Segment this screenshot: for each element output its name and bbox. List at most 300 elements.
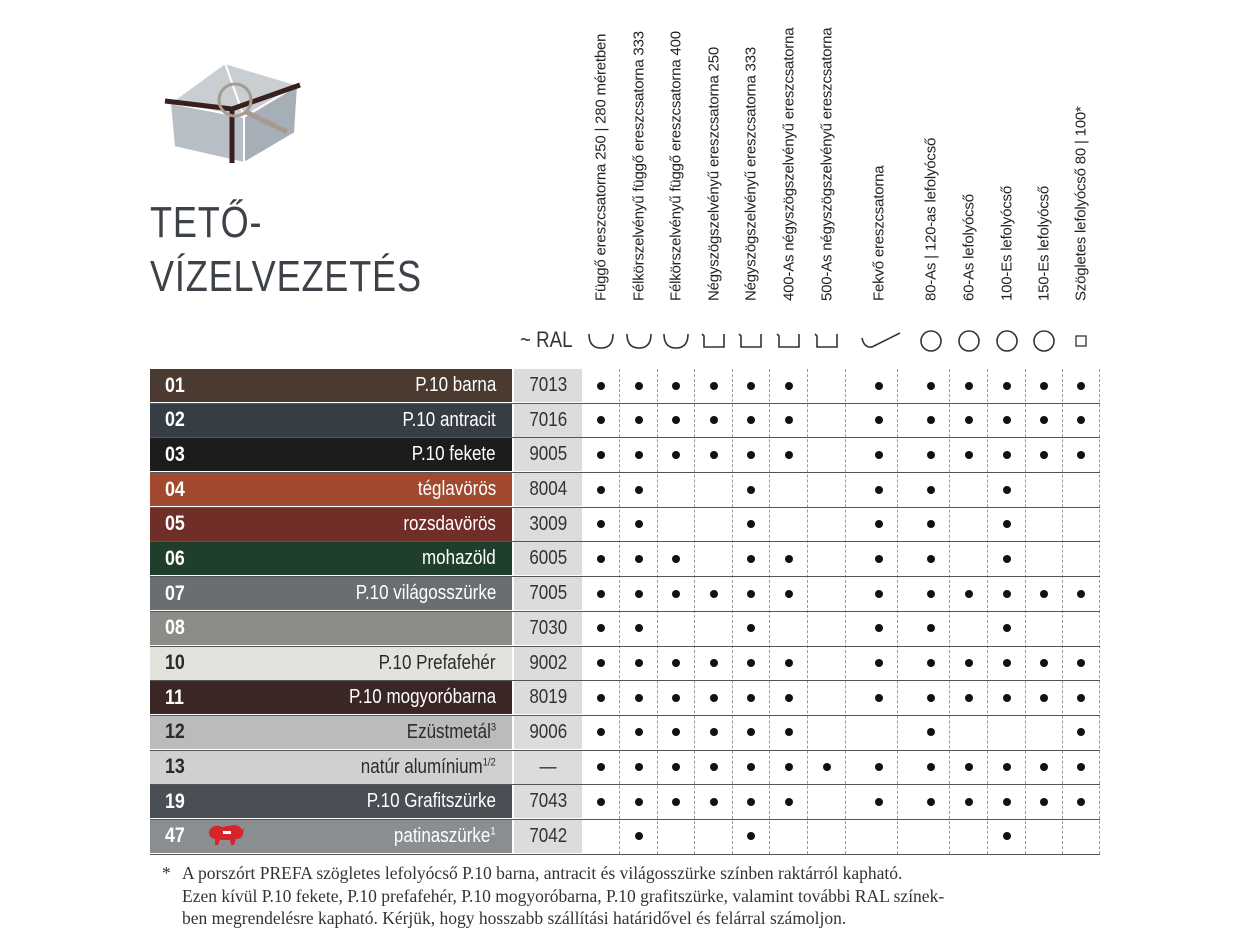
availability-cell <box>770 681 808 714</box>
availability-dot <box>927 728 935 736</box>
availability-cell <box>1062 716 1100 749</box>
availability-dot <box>597 763 605 771</box>
availability-dot <box>710 694 718 702</box>
availability-dot <box>875 590 883 598</box>
ral-cell <box>514 785 582 818</box>
availability-dot <box>747 763 755 771</box>
availability-dot <box>635 694 643 702</box>
ral-value: 8004 <box>529 478 567 501</box>
availability-cell <box>770 369 808 402</box>
availability-cell <box>1025 404 1063 437</box>
availability-dot <box>1003 798 1011 806</box>
availability-cell <box>620 438 658 471</box>
color-code: 47 <box>165 824 185 848</box>
column-header-label: Szögletes lefolyócső 80 | 100* <box>1072 106 1090 301</box>
ral-value: 7042 <box>529 824 567 847</box>
availability-dot <box>635 520 643 528</box>
availability-dot <box>1040 416 1048 424</box>
availability-cell <box>732 681 770 714</box>
availability-dot <box>1003 694 1011 702</box>
availability-dot <box>635 451 643 459</box>
availability-cell <box>582 577 620 610</box>
availability-cell <box>988 820 1026 853</box>
availability-dot <box>785 659 793 667</box>
availability-cell <box>950 577 988 610</box>
availability-dot <box>1003 451 1011 459</box>
availability-cell <box>582 404 620 437</box>
availability-cell <box>732 369 770 402</box>
availability-dot <box>875 659 883 667</box>
color-name: Ezüstmetál$^3$ <box>406 720 496 743</box>
availability-dot <box>1077 382 1085 390</box>
availability-cell <box>620 681 658 714</box>
availability-cell <box>582 612 620 645</box>
availability-dot <box>785 416 793 424</box>
ral-cell <box>514 542 582 575</box>
availability-dot <box>747 832 755 840</box>
availability-cell <box>988 473 1026 506</box>
color-code: 10 <box>165 651 185 674</box>
color-name: P.10 Grafitszürke <box>366 790 496 813</box>
availability-dot <box>747 590 755 598</box>
availability-dot <box>1040 659 1048 667</box>
availability-dot <box>875 763 883 771</box>
availability-dot <box>927 486 935 494</box>
ral-value: 7016 <box>529 408 567 431</box>
availability-cell <box>860 369 898 402</box>
availability-dot <box>747 486 755 494</box>
availability-cell <box>1062 647 1100 680</box>
availability-cell <box>808 751 846 784</box>
availability-cell <box>582 369 620 402</box>
availability-dot <box>927 451 935 459</box>
column-header-label: 400-As négyszögszelvényű ereszcsatorna <box>780 27 798 301</box>
availability-dot <box>635 763 643 771</box>
ral-value: — <box>539 755 557 778</box>
availability-cell <box>1062 681 1100 714</box>
color-code: 19 <box>165 789 185 813</box>
availability-dot <box>635 555 643 563</box>
page-title <box>150 196 422 304</box>
availability-dot <box>635 659 643 667</box>
availability-dot <box>672 694 680 702</box>
availability-dot <box>710 590 718 598</box>
footnote-marker: 1 <box>490 825 496 838</box>
availability-cell <box>582 542 620 575</box>
column-header <box>732 0 770 318</box>
table-row <box>150 681 1100 716</box>
availability-cell <box>912 577 950 610</box>
availability-cell <box>695 577 733 610</box>
availability-dot <box>785 728 793 736</box>
availability-cell <box>1062 438 1100 471</box>
color-name: P.10 világosszürke <box>355 582 496 605</box>
table-row <box>150 716 1100 751</box>
column-header-label: Félkörszelvényű függő ereszcsatorna 400 <box>667 31 685 301</box>
color-swatch <box>150 612 512 645</box>
availability-dot <box>672 728 680 736</box>
ral-cell <box>514 577 582 610</box>
table-row <box>150 751 1100 786</box>
availability-dot <box>597 624 605 632</box>
half-round-gutter-icon <box>620 326 658 356</box>
availability-dot <box>927 520 935 528</box>
availability-dot <box>1077 590 1085 598</box>
availability-cell <box>1025 369 1063 402</box>
footnote-marker: 3 <box>490 721 496 734</box>
availability-cell <box>912 681 950 714</box>
availability-dot <box>785 451 793 459</box>
availability-cell <box>620 508 658 541</box>
availability-dot <box>747 520 755 528</box>
availability-dot <box>710 451 718 459</box>
availability-cell <box>582 751 620 784</box>
availability-cell <box>770 751 808 784</box>
color-name: rozsdavörös <box>403 512 496 535</box>
availability-cell <box>950 404 988 437</box>
availability-dot <box>965 798 973 806</box>
availability-dot <box>927 382 935 390</box>
availability-dot <box>597 555 605 563</box>
ral-value: 7013 <box>529 374 567 396</box>
ral-value: 9005 <box>529 443 567 466</box>
availability-cell <box>860 681 898 714</box>
footnote-line: Ezen kívül P.10 fekete, P.10 prefafehér, P.10 mogyoróbarna, P.10 grafitszürke, valamint további RAL színek- <box>182 885 945 906</box>
ral-cell <box>514 473 582 506</box>
ral-value: 7005 <box>529 582 567 605</box>
ral-cell <box>514 612 582 645</box>
availability-cell <box>912 369 950 402</box>
column-header <box>988 0 1026 318</box>
availability-dot <box>965 763 973 771</box>
availability-dot <box>635 382 643 390</box>
availability-dot <box>635 590 643 598</box>
availability-dot <box>1077 659 1085 667</box>
availability-cell <box>1062 369 1100 402</box>
availability-cell <box>657 369 695 402</box>
availability-dot <box>597 590 605 598</box>
column-header-label: 60-As lefolyócső <box>960 194 978 301</box>
availability-cell <box>1025 577 1063 610</box>
ral-value: 3009 <box>529 512 567 535</box>
box-gutter-icon <box>808 326 846 356</box>
availability-dot <box>672 382 680 390</box>
availability-dot <box>1040 798 1048 806</box>
availability-cell <box>1025 647 1063 680</box>
title-line-1: TETŐ- <box>150 198 263 247</box>
ral-value: 8019 <box>529 686 567 709</box>
ral-value: 7043 <box>529 790 567 813</box>
availability-dot <box>785 555 793 563</box>
availability-cell <box>988 438 1026 471</box>
availability-dot <box>1003 382 1011 390</box>
availability-dot <box>710 659 718 667</box>
availability-cell <box>912 404 950 437</box>
color-swatch <box>150 542 512 575</box>
column-header <box>770 0 808 318</box>
availability-dot <box>785 763 793 771</box>
box-gutter-icon <box>695 326 733 356</box>
footnote <box>162 862 1122 930</box>
table-row <box>150 404 1100 439</box>
availability-dot <box>635 624 643 632</box>
color-name: mohazöld <box>422 547 496 570</box>
availability-cell <box>770 716 808 749</box>
availability-cell <box>620 473 658 506</box>
availability-cell <box>695 681 733 714</box>
availability-cell <box>695 438 733 471</box>
availability-dot <box>927 694 935 702</box>
availability-dot <box>785 694 793 702</box>
box-gutter-icon <box>770 326 808 356</box>
half-round-gutter-icon <box>657 326 695 356</box>
availability-cell <box>1062 577 1100 610</box>
availability-dot <box>672 451 680 459</box>
availability-dot <box>1040 382 1048 390</box>
availability-cell <box>860 404 898 437</box>
availability-cell <box>912 716 950 749</box>
availability-dot <box>747 555 755 563</box>
lying-gutter-icon <box>860 326 904 356</box>
availability-dot <box>927 798 935 806</box>
column-header <box>620 0 658 318</box>
column-header <box>695 0 733 318</box>
column-header-label: 150-Es lefolyócső <box>1035 186 1053 301</box>
column-header-label: Négyszögszelvényű ereszcsatorna 250 <box>705 47 723 301</box>
color-code: 01 <box>165 373 185 397</box>
color-name: P.10 barna <box>415 374 496 396</box>
round-downpipe-icon <box>950 326 988 356</box>
column-header-label: 100-Es lefolyócső <box>998 186 1016 301</box>
color-name: téglavörös <box>417 478 496 501</box>
availability-dot <box>875 520 883 528</box>
availability-dot <box>597 451 605 459</box>
column-header <box>950 0 988 318</box>
color-code: 03 <box>165 442 185 466</box>
availability-dot <box>1003 590 1011 598</box>
square-downpipe-icon <box>1062 326 1100 356</box>
availability-dot <box>747 624 755 632</box>
availability-dot <box>597 416 605 424</box>
availability-dot <box>635 728 643 736</box>
color-swatch <box>150 473 512 506</box>
availability-cell <box>732 751 770 784</box>
availability-dot <box>635 416 643 424</box>
ral-column-header: ~ RAL <box>520 327 573 352</box>
availability-dot <box>927 659 935 667</box>
availability-dot <box>597 486 605 494</box>
availability-dot <box>1040 590 1048 598</box>
column-header <box>912 0 950 318</box>
availability-dot <box>672 659 680 667</box>
availability-cell <box>732 612 770 645</box>
round-downpipe-icon <box>912 326 950 356</box>
column-header-label: Függő ereszcsatorna 250 | 280 méretben <box>592 33 610 301</box>
ral-cell <box>514 820 582 853</box>
availability-cell <box>860 751 898 784</box>
availability-cell <box>1025 785 1063 818</box>
availability-dot <box>1077 416 1085 424</box>
availability-cell <box>1025 751 1063 784</box>
availability-cell <box>657 404 695 437</box>
color-name: natúr alumínium$^{1/2}$ <box>361 755 496 778</box>
availability-dot <box>635 798 643 806</box>
column-header <box>1062 0 1100 318</box>
availability-cell <box>988 404 1026 437</box>
availability-cell <box>695 785 733 818</box>
availability-cell <box>620 542 658 575</box>
availability-cell <box>1062 404 1100 437</box>
half-round-gutter-icon <box>582 326 620 356</box>
availability-cell <box>695 751 733 784</box>
availability-dot <box>672 416 680 424</box>
availability-cell <box>988 577 1026 610</box>
availability-cell <box>860 473 898 506</box>
availability-cell <box>657 647 695 680</box>
availability-cell <box>620 577 658 610</box>
column-header-label: Négyszögszelvényű ereszcsatorna 333 <box>742 47 760 301</box>
column-header <box>860 0 898 318</box>
availability-dot <box>710 798 718 806</box>
availability-cell <box>988 647 1026 680</box>
color-swatch <box>150 785 512 818</box>
availability-cell <box>732 473 770 506</box>
footnote-star: * <box>162 863 171 883</box>
ral-value: 6005 <box>529 547 567 570</box>
availability-dot <box>710 728 718 736</box>
color-code: 06 <box>165 546 185 570</box>
availability-dot <box>1077 763 1085 771</box>
availability-cell <box>950 647 988 680</box>
availability-cell <box>657 751 695 784</box>
availability-dot <box>1003 624 1011 632</box>
availability-cell <box>912 785 950 818</box>
availability-dot <box>875 416 883 424</box>
availability-dot <box>1003 416 1011 424</box>
availability-cell <box>912 612 950 645</box>
availability-cell <box>620 820 658 853</box>
ral-value: 9006 <box>529 720 567 743</box>
availability-cell <box>1062 751 1100 784</box>
availability-dot <box>747 728 755 736</box>
availability-dot <box>710 416 718 424</box>
column-header-label: Fekvő ereszcsatorna <box>870 165 888 301</box>
availability-cell <box>732 820 770 853</box>
footnote-line: A porszórt PREFA szögletes lefolyócső P.10 barna, antracit és világosszürke színben raktárról kapható. <box>182 863 903 883</box>
availability-dot <box>965 694 973 702</box>
availability-cell <box>988 785 1026 818</box>
availability-dot <box>747 694 755 702</box>
availability-dot <box>785 382 793 390</box>
color-code: 13 <box>165 755 185 779</box>
availability-dot <box>965 590 973 598</box>
color-table <box>150 369 1100 855</box>
availability-cell <box>860 438 898 471</box>
availability-cell <box>860 612 898 645</box>
availability-cell <box>912 438 950 471</box>
availability-cell <box>620 785 658 818</box>
availability-dot <box>597 694 605 702</box>
availability-cell <box>657 542 695 575</box>
availability-dot <box>1003 486 1011 494</box>
availability-dot <box>1077 451 1085 459</box>
color-swatch <box>150 508 512 541</box>
availability-cell <box>950 369 988 402</box>
availability-cell <box>657 438 695 471</box>
footnote-line: ben megrendelésre kapható. Kérjük, hogy hosszabb szállítási határidővel és felárral számoljon. <box>182 908 847 928</box>
availability-cell <box>770 647 808 680</box>
availability-cell <box>732 647 770 680</box>
availability-cell <box>1025 681 1063 714</box>
availability-dot <box>1003 555 1011 563</box>
availability-cell <box>988 612 1026 645</box>
availability-dot <box>672 555 680 563</box>
availability-dot <box>875 555 883 563</box>
availability-cell <box>950 751 988 784</box>
round-downpipe-icon <box>1025 326 1063 356</box>
availability-cell <box>695 647 733 680</box>
availability-cell <box>582 785 620 818</box>
availability-dot <box>597 659 605 667</box>
availability-cell <box>860 785 898 818</box>
availability-cell <box>620 404 658 437</box>
availability-cell <box>695 369 733 402</box>
availability-cell <box>912 542 950 575</box>
color-swatch <box>150 751 512 784</box>
ral-cell <box>514 508 582 541</box>
color-swatch <box>150 820 512 853</box>
availability-cell <box>732 785 770 818</box>
availability-cell <box>695 404 733 437</box>
color-swatch <box>150 681 512 714</box>
color-code: 02 <box>165 408 185 432</box>
availability-dot <box>875 798 883 806</box>
availability-cell <box>988 681 1026 714</box>
round-downpipe-icon <box>988 326 1026 356</box>
availability-dot <box>710 763 718 771</box>
availability-cell <box>770 577 808 610</box>
availability-cell <box>988 751 1026 784</box>
table-row <box>150 612 1100 647</box>
column-header <box>1025 0 1063 318</box>
availability-cell <box>770 542 808 575</box>
color-name: P.10 Prefafehér <box>379 651 496 674</box>
availability-dot <box>1040 694 1048 702</box>
color-code: 07 <box>165 581 185 605</box>
color-code: 04 <box>165 477 185 501</box>
availability-dot <box>747 382 755 390</box>
availability-dot <box>635 832 643 840</box>
availability-dot <box>875 451 883 459</box>
color-name: P.10 fekete <box>412 443 496 466</box>
availability-dot <box>747 416 755 424</box>
availability-dot <box>1003 520 1011 528</box>
availability-cell <box>770 438 808 471</box>
color-swatch <box>150 369 512 402</box>
availability-cell <box>860 577 898 610</box>
availability-cell <box>988 369 1026 402</box>
table-row <box>150 369 1100 404</box>
ral-cell <box>514 438 582 471</box>
color-name: P.10 mogyoróbarna <box>348 686 496 709</box>
availability-dot <box>1077 798 1085 806</box>
availability-cell <box>582 438 620 471</box>
availability-dot <box>672 590 680 598</box>
color-swatch <box>150 438 512 471</box>
availability-dot <box>710 382 718 390</box>
ral-cell <box>514 404 582 437</box>
ral-cell <box>514 751 582 784</box>
